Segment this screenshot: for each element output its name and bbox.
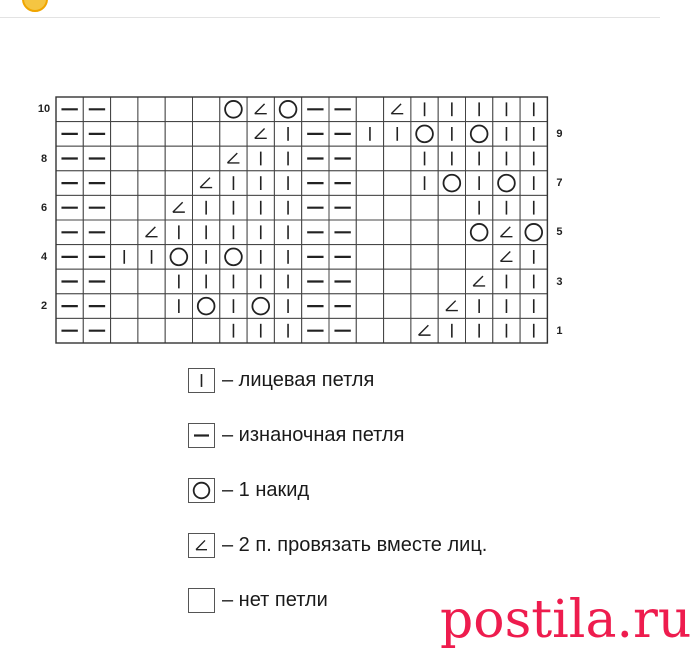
chart-cell xyxy=(193,245,220,270)
chart-cell xyxy=(329,146,356,171)
legend-symbol-icon xyxy=(188,423,215,448)
chart-cell xyxy=(438,171,465,196)
row-label-right: 9 xyxy=(556,127,563,140)
chart-cell xyxy=(247,195,274,220)
chart-cell xyxy=(111,171,138,196)
chart-cell xyxy=(274,195,301,220)
chart-cell xyxy=(247,269,274,294)
chart-cell xyxy=(165,122,192,147)
chart-cell xyxy=(220,146,247,171)
chart-cell xyxy=(56,294,83,319)
chart-cell xyxy=(138,122,165,147)
chart-cell xyxy=(83,195,110,220)
watermark: postila.ru xyxy=(440,590,691,650)
row-label-left: 10 xyxy=(37,103,51,116)
chart-cell xyxy=(411,195,438,220)
chart-cell xyxy=(247,220,274,245)
chart-cell xyxy=(520,171,547,196)
k2tog-symbol xyxy=(196,540,207,549)
chart-cell xyxy=(356,269,383,294)
chart-cell xyxy=(220,294,247,319)
chart-cell xyxy=(493,195,520,220)
chart-cell xyxy=(274,122,301,147)
chart-cell xyxy=(302,318,329,343)
chart-cell xyxy=(466,171,493,196)
legend-symbol-icon xyxy=(188,588,215,613)
chart-cell xyxy=(111,97,138,122)
chart-cell xyxy=(466,245,493,270)
chart-cell xyxy=(83,294,110,319)
chart-cell xyxy=(356,171,383,196)
chart-cell xyxy=(165,245,192,270)
row-label-left: 8 xyxy=(40,152,48,165)
chart-cell xyxy=(384,122,411,147)
chart-cell xyxy=(165,97,192,122)
chart-cell xyxy=(411,146,438,171)
chart-cell xyxy=(438,122,465,147)
chart-cell xyxy=(138,245,165,270)
chart-cell xyxy=(411,318,438,343)
chart-cell xyxy=(56,245,83,270)
chart-cell xyxy=(493,245,520,270)
chart-cell xyxy=(302,195,329,220)
chart-cell xyxy=(356,146,383,171)
chart-cell xyxy=(411,294,438,319)
chart-cell xyxy=(438,220,465,245)
chart-cell xyxy=(384,269,411,294)
chart-cell xyxy=(274,97,301,122)
chart-cell xyxy=(83,220,110,245)
chart-cell xyxy=(165,195,192,220)
legend-label: – лицевая петля xyxy=(222,369,375,391)
chart-cell xyxy=(193,97,220,122)
chart-cell xyxy=(302,294,329,319)
chart-cell xyxy=(56,146,83,171)
chart-cell xyxy=(466,122,493,147)
legend-label: – 2 п. провязать вместе лиц. xyxy=(222,534,488,556)
chart-cell xyxy=(220,220,247,245)
chart-cell xyxy=(329,294,356,319)
chart-cell xyxy=(329,195,356,220)
chart-cell xyxy=(247,171,274,196)
chart-cell xyxy=(466,294,493,319)
chart-cell xyxy=(520,269,547,294)
chart-cell xyxy=(138,318,165,343)
row-label-left: 6 xyxy=(40,201,48,214)
chart-cell xyxy=(384,220,411,245)
chart-cell xyxy=(302,269,329,294)
chart-cell xyxy=(520,294,547,319)
chart-cell xyxy=(247,294,274,319)
row-label-right: 7 xyxy=(556,177,563,190)
chart-cell xyxy=(83,245,110,270)
chart-cell xyxy=(329,220,356,245)
chart-cell xyxy=(111,318,138,343)
chart-cell xyxy=(165,294,192,319)
chart-cell xyxy=(438,146,465,171)
chart-cell xyxy=(493,122,520,147)
chart-cell xyxy=(384,294,411,319)
chart-cell xyxy=(520,245,547,270)
legend-label: – нет петли xyxy=(222,589,328,611)
chart-cell xyxy=(493,269,520,294)
chart-cell xyxy=(111,122,138,147)
row-label-left: 4 xyxy=(40,250,48,263)
legend-symbol-icon xyxy=(188,533,215,558)
chart-cell xyxy=(438,97,465,122)
chart-cell xyxy=(111,195,138,220)
chart-cell xyxy=(193,122,220,147)
chart-cell xyxy=(329,97,356,122)
chart-cell xyxy=(466,269,493,294)
chart-cell xyxy=(466,146,493,171)
chart-cell xyxy=(356,195,383,220)
chart-cell xyxy=(520,146,547,171)
chart-cell xyxy=(193,318,220,343)
chart-cell xyxy=(138,269,165,294)
chart-cell xyxy=(302,146,329,171)
chart-cell xyxy=(220,269,247,294)
chart-cell xyxy=(356,245,383,270)
chart-cell xyxy=(274,171,301,196)
chart-cell xyxy=(438,294,465,319)
chart-cell xyxy=(466,318,493,343)
chart-cell xyxy=(493,220,520,245)
chart-cell xyxy=(356,220,383,245)
chart-cell xyxy=(329,318,356,343)
chart-cell xyxy=(274,269,301,294)
chart-cell xyxy=(247,318,274,343)
chart-cell xyxy=(193,195,220,220)
chart-cell xyxy=(193,294,220,319)
chart-cell xyxy=(302,122,329,147)
row-label-right: 5 xyxy=(556,226,563,239)
chart-cell xyxy=(438,269,465,294)
chart-cell xyxy=(165,220,192,245)
chart-cell xyxy=(329,245,356,270)
chart-cell xyxy=(83,122,110,147)
chart-cell xyxy=(56,122,83,147)
chart-cell xyxy=(220,122,247,147)
chart-cell xyxy=(193,171,220,196)
chart-cell xyxy=(56,269,83,294)
chart-cell xyxy=(302,245,329,270)
chart-cell xyxy=(247,97,274,122)
chart-cell xyxy=(165,318,192,343)
chart-cell xyxy=(193,220,220,245)
chart-cell xyxy=(56,97,83,122)
chart-cell xyxy=(138,220,165,245)
chart-cell xyxy=(329,171,356,196)
chart-cell xyxy=(302,97,329,122)
chart-cell xyxy=(411,220,438,245)
chart-cell xyxy=(138,146,165,171)
chart-cell xyxy=(302,220,329,245)
chart-cell xyxy=(384,318,411,343)
row-label-right: 3 xyxy=(556,275,563,288)
chart-cell xyxy=(247,146,274,171)
chart-cell xyxy=(165,171,192,196)
chart-cell xyxy=(111,146,138,171)
chart-cell xyxy=(356,97,383,122)
chart-cell xyxy=(329,122,356,147)
chart-cell xyxy=(438,245,465,270)
chart-cell xyxy=(138,97,165,122)
chart-cell xyxy=(193,269,220,294)
chart-cell xyxy=(193,146,220,171)
chart-cell xyxy=(493,97,520,122)
chart-cell xyxy=(138,171,165,196)
chart-cell xyxy=(356,122,383,147)
row-label-right: 1 xyxy=(556,324,563,337)
chart-cell xyxy=(220,195,247,220)
chart-cell xyxy=(83,146,110,171)
chart-cell xyxy=(411,122,438,147)
chart-cell xyxy=(111,269,138,294)
chart-cell xyxy=(111,220,138,245)
chart-cell xyxy=(56,220,83,245)
chart-cell xyxy=(384,171,411,196)
yarn-over-symbol xyxy=(194,483,210,499)
legend-label: – изнаночная петля xyxy=(222,424,405,446)
row-label-left: 2 xyxy=(40,300,48,313)
chart-cell xyxy=(384,97,411,122)
chart-cell xyxy=(384,245,411,270)
chart-cell xyxy=(411,245,438,270)
chart-cell xyxy=(493,318,520,343)
legend-symbol-icon xyxy=(188,368,215,393)
chart-cell xyxy=(83,171,110,196)
chart-cell xyxy=(220,97,247,122)
chart-cell xyxy=(520,97,547,122)
chart-cell xyxy=(220,245,247,270)
chart-cell xyxy=(83,269,110,294)
chart-cell xyxy=(56,171,83,196)
chart-cell xyxy=(493,294,520,319)
chart-cell xyxy=(247,245,274,270)
chart-cell xyxy=(384,195,411,220)
chart-cell xyxy=(274,146,301,171)
chart-cell xyxy=(356,294,383,319)
chart-cell xyxy=(466,195,493,220)
chart-cell xyxy=(411,171,438,196)
chart-cell xyxy=(438,195,465,220)
chart-cell xyxy=(493,146,520,171)
chart-cell xyxy=(356,318,383,343)
chart-cell xyxy=(274,318,301,343)
chart-cell xyxy=(83,97,110,122)
legend-symbol-icon xyxy=(188,478,215,503)
chart-cell xyxy=(329,269,356,294)
chart-cell xyxy=(438,318,465,343)
chart-cell xyxy=(274,245,301,270)
chart-cell xyxy=(493,171,520,196)
chart-cell xyxy=(274,294,301,319)
chart-cell xyxy=(520,220,547,245)
legend-label: – 1 накид xyxy=(222,479,310,501)
chart-cell xyxy=(466,220,493,245)
chart-cell xyxy=(520,195,547,220)
chart-cell xyxy=(165,146,192,171)
chart-cell xyxy=(520,318,547,343)
chart-cell xyxy=(56,318,83,343)
chart-cell xyxy=(138,195,165,220)
chart-cell xyxy=(384,146,411,171)
chart-cell xyxy=(302,171,329,196)
chart-cell xyxy=(274,220,301,245)
chart-cell xyxy=(520,122,547,147)
chart-cell xyxy=(220,318,247,343)
chart-cell xyxy=(411,97,438,122)
chart-cell xyxy=(83,318,110,343)
chart-cell xyxy=(111,245,138,270)
chart-cell xyxy=(466,97,493,122)
chart-cell xyxy=(411,269,438,294)
chart-cell xyxy=(247,122,274,147)
chart-cell xyxy=(56,195,83,220)
chart-cell xyxy=(111,294,138,319)
chart-cell xyxy=(165,269,192,294)
chart-cell xyxy=(138,294,165,319)
chart-cell xyxy=(220,171,247,196)
